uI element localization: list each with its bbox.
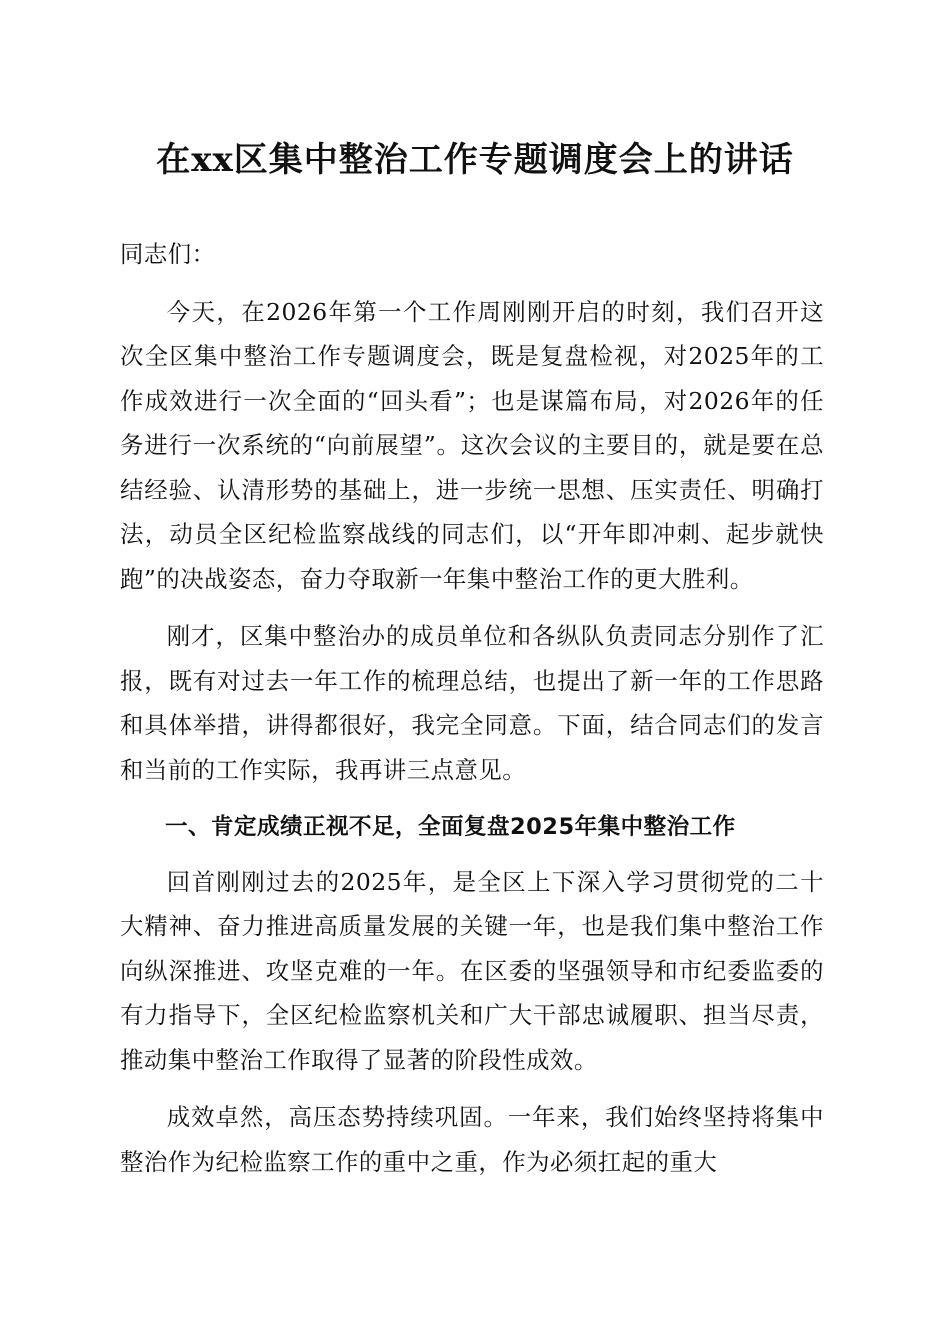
salutation: 同志们： [120, 240, 216, 268]
paragraph-opening: 今天，在2026年第一个工作周刚刚开启的时刻，我们召开这次全区集中整治工作专题调度会，既是复盘检视，对2025年的工作成效进行一次全面的“回头看”；也是谋篇布局，对2026年的任务进行一次系统的“向前展望”。这次会议的主要目的，就是要在总结经验、认清形势的基础上，进一步统一思想、压实责任、明确打法，动员全区纪检监察战线的同志们，以“开年即冲刺、起步就快跑”的决战姿态，奋力夺取新一年集中整治工作的更大胜利。 [120, 297, 824, 593]
paragraph-reports: 刚才，区集中整治办的成员单位和各纵队负责同志分别作了汇报，既有对过去一年工作的梳理总结，也提出了新一年的工作思路和具体举措，讲得都很好，我完全同意。下面，结合同志们的发言和当前的工作实际，我再讲三点意见。 [120, 622, 824, 784]
paragraph-achievements: 成效卓然，高压态势持续巩固。一年来，我们始终坚持将集中整治作为纪检监察工作的重中之重，作为必须扛起的重大 [120, 1103, 824, 1176]
document-body [120, 232, 824, 1197]
section-heading: 一、肯定成绩正视不足，全面复盘2025年集中整治工作 [165, 814, 736, 840]
document-title: 在xx区集中整治工作专题调度会上的讲话 [156, 140, 794, 180]
paragraph-review: 回首刚刚过去的2025年，是全区上下深入学习贯彻党的二十大精神、奋力推进高质量发展的关键一年，也是我们集中整治工作向纵深推进、攻坚克难的一年。在区委的坚强领导和市纪委监委的有力指导下，全区纪检监察机关和广大干部忠诚履职、担当尽责，推动集中整治工作取得了显著的阶段性成效。 [120, 867, 824, 1074]
